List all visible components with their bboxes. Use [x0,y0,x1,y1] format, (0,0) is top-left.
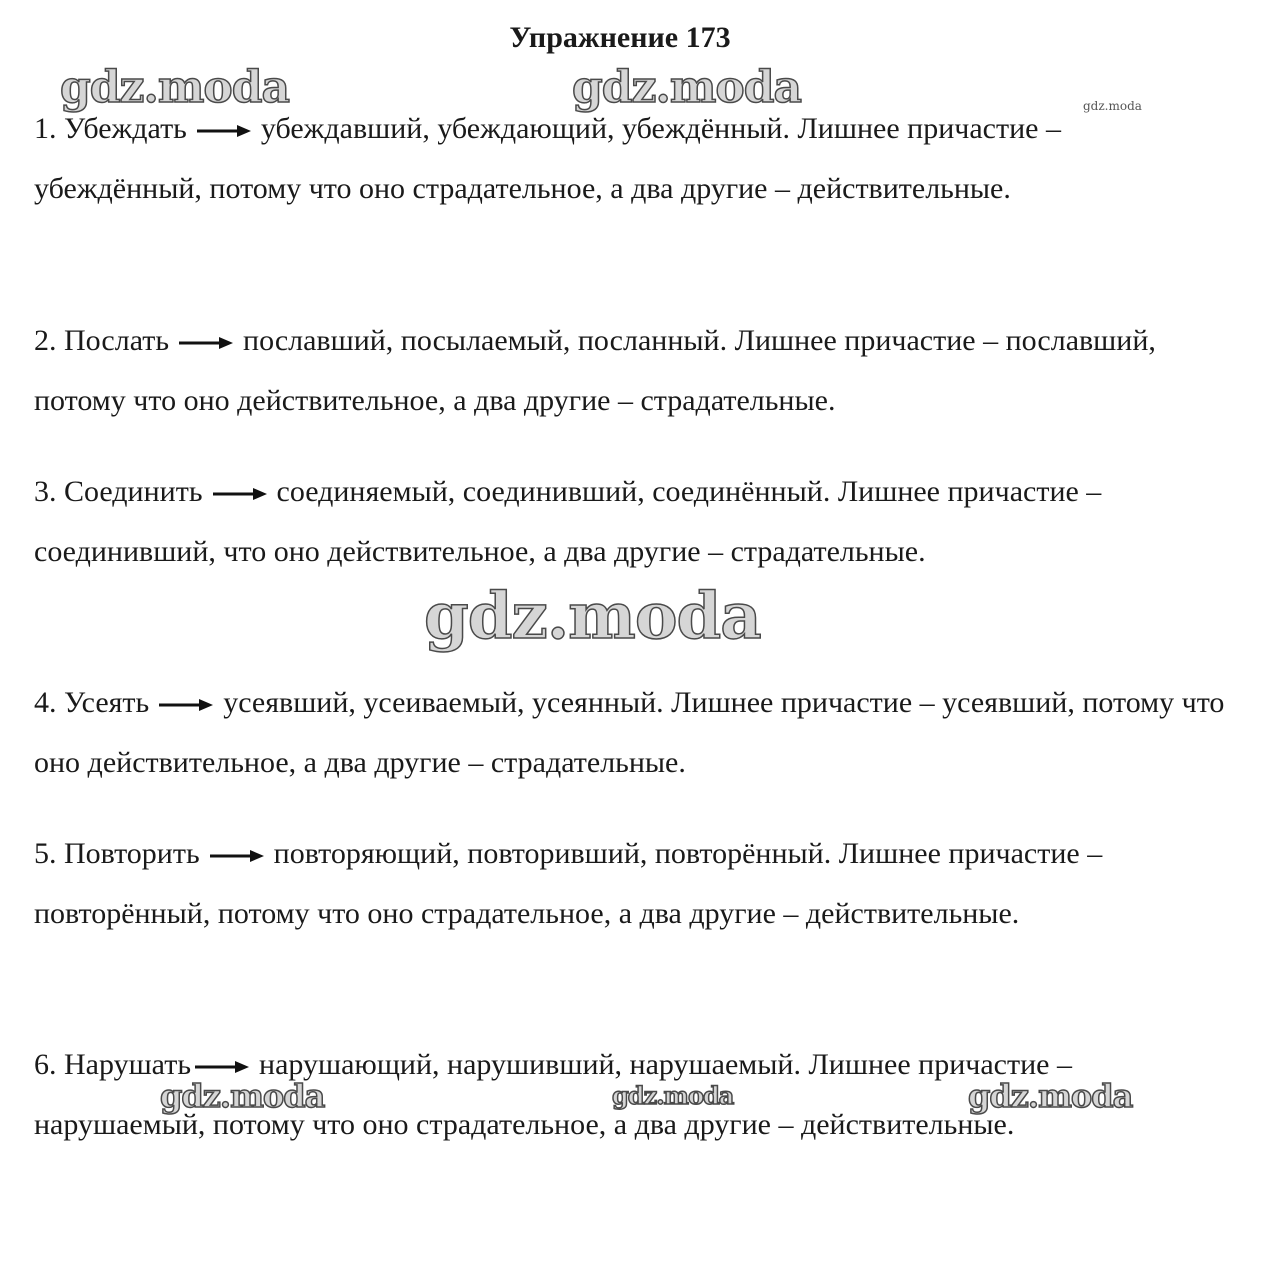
arrow-right-icon [195,1057,249,1077]
participles-text: усеявший, усеиваемый, усеянный. Лишнее причастие – усеявший, потому что оно действительное, а два другие – страдательные. [34,686,1225,779]
exercise-item [34,673,1234,793]
page-title: Упражнение 173 [509,21,731,54]
watermark: gdz.moda [1083,99,1142,113]
exercise-item [34,99,1234,219]
participles-text: убеждавший, убеждающий, убеждённый. Лишнее причастие – убеждённый, потому что оно страдательное, а два другие – действительные. [34,112,1061,205]
verb: 1. Убеждать [34,112,187,145]
verb: 4. Усеять [34,686,150,719]
verb: 6. Нарушать [34,1048,192,1081]
exercise-item [34,1035,1234,1155]
watermark: gdz.moda [968,1077,1133,1115]
arrow-right-icon [159,695,213,715]
watermark: gdz.moda [60,62,290,113]
arrow-right-icon [197,121,251,141]
exercise-item [34,462,1234,582]
exercise-item [34,311,1234,431]
arrow-right-icon [210,846,264,866]
arrow-right-icon [179,333,233,353]
participles-text: пославший, посылаемый, посланный. Лишнее причастие – пославший, потому что оно действительное, а два другие – страдательные. [34,324,1156,417]
watermark: gdz.moda [160,1077,325,1115]
verb: 3. Соединить [34,475,203,508]
participles-text: нарушающий, нарушивший, нарушаемый. Лишнее причастие – нарушаемый, потому что оно страдательное, а два другие – действительные. [34,1048,1072,1141]
participles-text: повторяющий, повторивший, повторённый. Лишнее причастие – повторённый, потому что оно страдательное, а два другие – действительные. [34,837,1103,930]
watermark: gdz.moda [572,62,802,113]
verb: 2. Послать [34,324,170,357]
watermark: gdz.moda [424,579,761,654]
exercise-item [34,824,1234,944]
arrow-right-icon [213,484,267,504]
watermark: gdz.moda [612,1081,734,1110]
participles-text: соединяемый, соединивший, соединённый. Лишнее причастие – соединивший, что оно действительное, а два другие – страдательные. [34,475,1102,568]
verb: 5. Повторить [34,837,200,870]
